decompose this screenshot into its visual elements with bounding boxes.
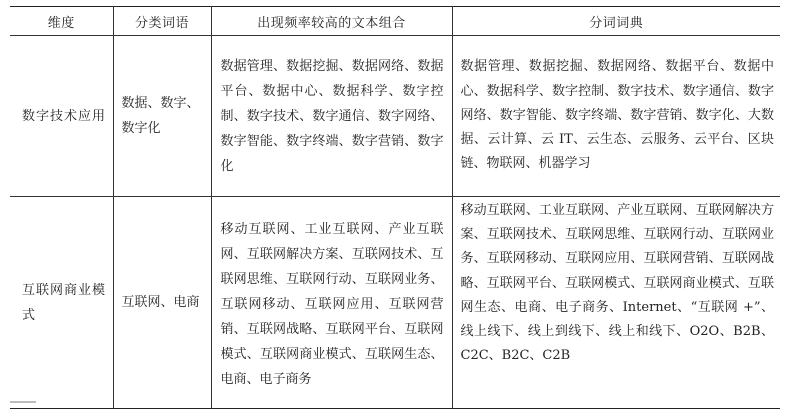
dictionary-table xyxy=(10,6,780,409)
cell-category-terms: 互联网、电商 xyxy=(113,197,211,409)
cell-dimension: 互联网商业模式 xyxy=(10,197,113,409)
header-dimension: 维度 xyxy=(10,7,113,36)
cell-segmentation-dictionary: 移动互联网、工业互联网、产业互联网、互联网解决方案、互联网技术、互联网思维、互联网行动、互联网业务、互联网移动、互联网应用、互联网营销、互联网战略、互联网平台、互联网模式、互联网商业模式、互联网生态、电商、电子商务、Internet、“互联网 +”、线上线下、线上到线下、线上和线下、O2O、B2B、C2C、B2C、C2B xyxy=(452,197,780,409)
cell-segmentation-dictionary: 数据管理、数据挖掘、数据网络、数据平台、数据中心、数据科学、数字控制、数字技术、数字通信、数字网络、数字智能、数字终端、数字营销、数字化、大数据、云计算、云 IT、云生态、云服务、云平台、区块链、物联网、机器学习 xyxy=(452,36,780,197)
cell-category-terms: 数据、数字、数字化 xyxy=(113,36,211,197)
header-category-terms: 分类词语 xyxy=(113,7,211,36)
header-segmentation-dictionary: 分词词典 xyxy=(452,7,780,36)
table-row-digital-tech xyxy=(10,36,780,197)
cropped-footnote-fragment xyxy=(10,397,50,405)
header-row xyxy=(10,7,780,36)
header-frequent-combinations: 出现频率较高的文本组合 xyxy=(211,7,452,36)
cell-dimension: 数字技术应用 xyxy=(10,36,113,197)
cell-frequent-combinations: 数据管理、数据挖掘、数据网络、数据平台、数据中心、数据科学、数字控制、数字技术、数字通信、数字网络、数字智能、数字终端、数字营销、数字化 xyxy=(211,36,452,197)
table-row-internet-business xyxy=(10,197,780,409)
cell-frequent-combinations: 移动互联网、工业互联网、产业互联网、互联网解决方案、互联网技术、互联网思维、互联网行动、互联网业务、互联网移动、互联网应用、互联网营销、互联网战略、互联网平台、互联网模式、互联网商业模式、互联网生态、电商、电子商务 xyxy=(211,197,452,409)
table-body xyxy=(10,36,780,409)
table-header xyxy=(10,7,780,36)
